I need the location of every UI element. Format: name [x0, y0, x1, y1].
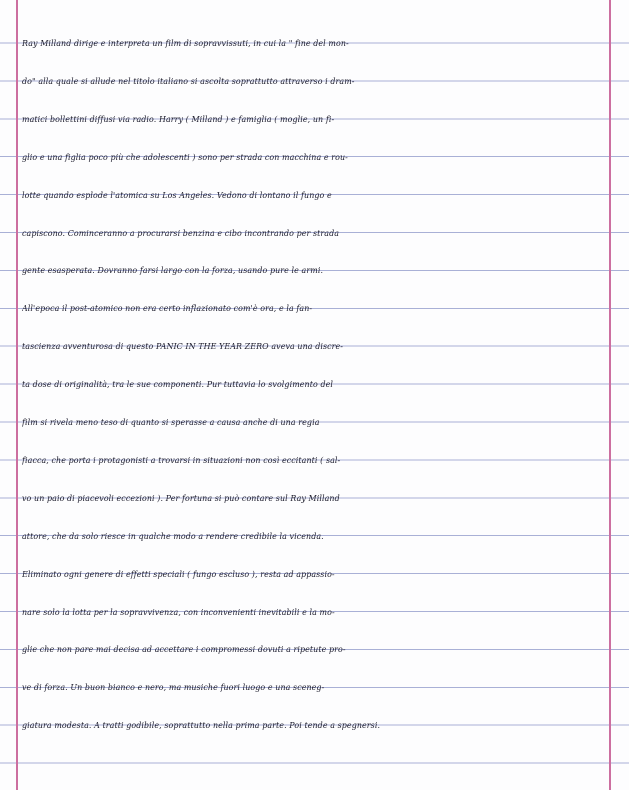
text-line: Eliminato ogni genere di effetti speciali ( fungo escluso ), resta ad appassio- — [22, 569, 335, 579]
text-line: vo un paio di piacevoli eccezioni ). Per fortuna si può contare sul Ray Milland — [22, 493, 340, 503]
text-line: glio e una figlia poco più che adolescenti ) sono per strada con macchina e rou- — [22, 152, 348, 162]
text-line: nare solo la lotta per la sopravvivenza, con inconvenienti inevitabili e la mo- — [22, 607, 335, 617]
text-line: gente esasperata. Dovranno farsi largo con la forza, usando pure le armi. — [22, 266, 324, 276]
text-line: Ray Milland dirige e interpreta un film di sopravvissuti, in cui la " fine del mon- — [22, 39, 349, 48]
text-line: ta dose di originalità, tra le sue componenti. Pur tuttavia lo svolgimento del — [22, 380, 334, 390]
text-line: attore, che da solo riesce in qualche modo a rendere credibile la vicenda. — [22, 531, 324, 541]
text-line: lotte quando esplode l'atomica su Los Angeles. Vedono di lontano il fungo e — [22, 190, 332, 200]
text-line: fiacca, che porta i protagonisti a trovarsi in situazioni non così eccitanti ( sal- — [22, 455, 341, 465]
text-line: giatura modesta. A tratti godibile, soprattutto nella prima parte. Poi tende a spegnersi. — [22, 721, 381, 731]
text-line: do" alla quale si allude nel titolo italiano si ascolta soprattutto attraverso i dram- — [22, 76, 355, 86]
text-line: tascienza avventurosa di questo PANIC IN THE YEAR ZERO aveva una discre- — [22, 342, 344, 352]
text-line: ve di forza. Un buon bianco e nero, ma musiche fuori luogo e una sceneg- — [22, 683, 325, 693]
text-line: glie che non pare mai decisa ad accettare i compromessi dovuti a ripetute pro- — [22, 645, 346, 655]
text-line: capiscono. Cominceranno a procurarsi benzina e cibo incontrando per strada — [22, 228, 340, 238]
text-line: All'epoca il post-atomico non era certo inflazionato com'è ora, e la fan- — [22, 304, 313, 314]
text-line: film si rivela meno teso di quanto si sperasse a causa anche di una regia — [22, 418, 320, 427]
text-line: matici bollettini diffusi via radio. Harry ( Milland ) e famiglia ( moglie, un fi- — [22, 114, 335, 124]
